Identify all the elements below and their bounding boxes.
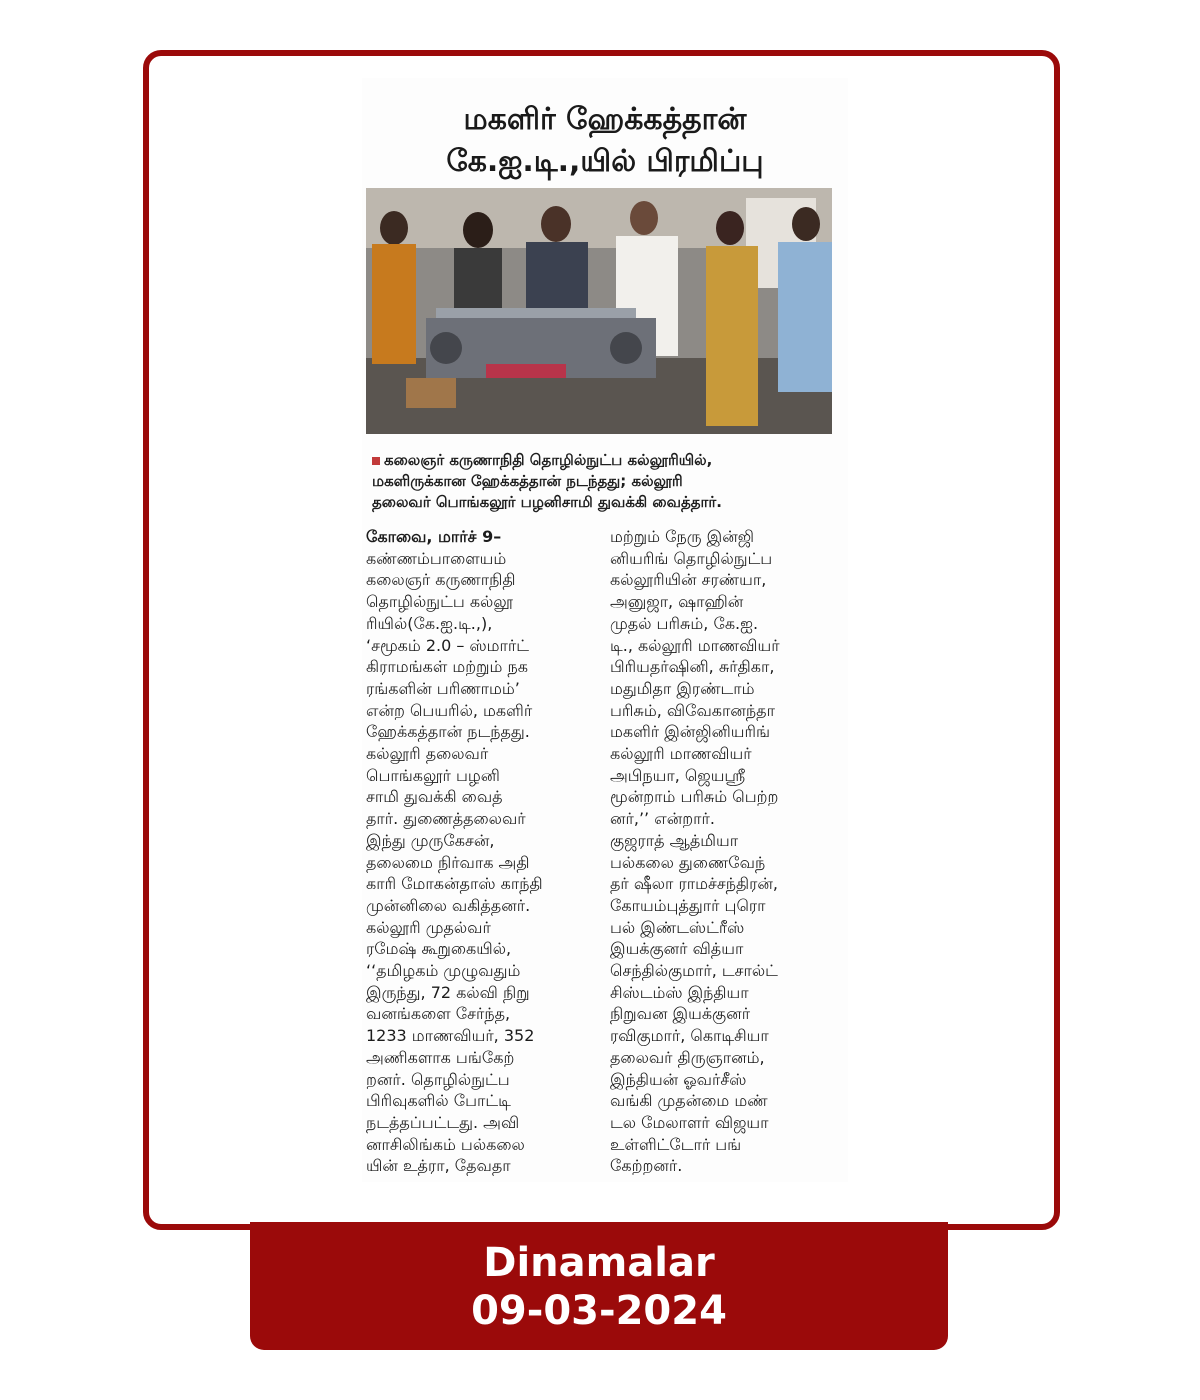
article-line: காரி மோகன்தாஸ் காந்தி	[366, 874, 543, 894]
article-line: பரிசும், விவேகானந்தா	[610, 700, 775, 720]
article-line: னாசிலிங்கம் பல்கலை	[366, 1134, 525, 1154]
article-line: டி., கல்லூரி மாணவியர்	[610, 635, 780, 655]
article-line: வங்கி முதன்மை மண்	[610, 1091, 768, 1111]
article-line: முன்னிலை வகித்தனர்.	[366, 895, 531, 915]
photo-illustration	[366, 188, 832, 434]
caption-line: கலைஞர் கருணாநிதி தொழில்நுட்ப கல்லூரியில்,	[384, 451, 713, 469]
article-line: நிறுவன இயக்குனர்	[610, 1004, 751, 1024]
article-column-left	[366, 526, 594, 1177]
caption-line: தலைவர் பொங்கலூர் பழனிசாமி துவக்கி வைத்தார்.	[372, 493, 722, 511]
article-line: அனுஜா, ஷாஹின்	[610, 592, 744, 612]
article-line: கோயம்புத்துார் புரொ	[610, 895, 766, 915]
article-line: செந்தில்குமார், டசால்ட்	[610, 961, 778, 981]
article-line: தர் ஷீலா ராமச்சந்திரன்,	[610, 874, 778, 894]
article-line: என்ற பெயரில், மகளிர்	[366, 700, 533, 720]
article-line: கல்லூரியின் சரண்யா,	[610, 570, 767, 590]
article-line: கல்லூரி மாணவியர்	[610, 744, 752, 764]
headline-line-1: மகளிர் ஹேக்கத்தான்	[463, 102, 747, 137]
article-line: ‘‘தமிழகம் முழுவதும்	[366, 961, 521, 981]
caption-marker-icon	[372, 457, 380, 465]
article-line: சிஸ்டம்ஸ் இந்தியா	[610, 982, 749, 1002]
article-line: வனங்களை சேர்ந்த,	[366, 1004, 511, 1024]
article-line: பொங்கலூர் பழனி	[366, 765, 500, 785]
article-line: கல்லூரி முதல்வர்	[366, 917, 491, 937]
article-line: இந்தியன் ஓவர்சீஸ்	[610, 1069, 747, 1089]
article-line: குஜராத் ஆத்மியா	[610, 830, 739, 850]
publication-date: 09-03-2024	[471, 1288, 727, 1334]
article-line: னர்,’’ என்றார்.	[610, 809, 715, 829]
article-line: தார். துணைத்தலைவர்	[366, 809, 526, 829]
source-banner	[250, 1222, 948, 1350]
publication-name: Dinamalar	[483, 1240, 715, 1286]
article-line: இயக்குனர் வித்யா	[610, 939, 744, 959]
article-line: பிரியதர்ஷினி, சுர்திகா,	[610, 657, 775, 677]
article-line: யின் உத்ரா, தேவதா	[366, 1156, 511, 1176]
article-line: கலைஞர் கருணாநிதி	[366, 570, 516, 590]
article-line: பிரிவுகளில் போட்டி	[366, 1091, 511, 1111]
article-line: மற்றும் நேரு இன்ஜி	[610, 527, 754, 546]
article-line: மூன்றாம் பரிசும் பெற்ற	[610, 787, 779, 807]
dateline: கோவை, மார்ச் 9–	[366, 527, 502, 546]
article-line: டல மேலாளர் விஜயா	[610, 1112, 769, 1132]
article-line: மகளிர் இன்ஜினியரிங்	[610, 722, 770, 742]
article-line: னியரிங் தொழில்நுட்ப	[610, 548, 773, 568]
article-line: கிராமங்கள் மற்றும் நக	[366, 657, 528, 677]
newspaper-clipping	[362, 78, 848, 1182]
article-line: உள்ளிட்டோர் பங்	[610, 1134, 742, 1154]
article-line: ‘சமூகம் 2.0 – ஸ்மார்ட்	[366, 635, 529, 655]
article-line: தொழில்நுட்ப கல்லூ	[366, 592, 513, 612]
article-line: ரங்களின் பரிணாமம்’	[366, 678, 520, 698]
article-line: தலைமை நிர்வாக அதி	[366, 852, 530, 872]
article-line: ஹேக்கத்தான் நடந்தது.	[366, 722, 530, 742]
news-photo	[366, 188, 832, 434]
article-line: றனர். தொழில்நுட்ப	[366, 1069, 510, 1089]
article-line: பல் இண்டஸ்ட்ரீஸ்	[610, 917, 745, 937]
article-line: ரமேஷ் கூறுகையில்,	[366, 939, 512, 959]
article-line: மதுமிதா இரண்டாம்	[610, 678, 755, 698]
article-line: அபிநயா, ஜெயஸ்ரீ	[610, 765, 746, 785]
article-line: ரவிகுமார், கொடிசியா	[610, 1026, 769, 1046]
article-line: பல்கலை துணைவேந்	[610, 852, 766, 872]
article-line: 1233 மாணவியர், 352	[366, 1026, 535, 1046]
article-line: முதல் பரிசும், கே.ஐ.	[610, 613, 759, 633]
photo-caption	[372, 450, 830, 513]
article-line: சாமி துவக்கி வைத்	[366, 787, 503, 807]
article-line: அணிகளாக பங்கேற்	[366, 1047, 515, 1067]
article-line: இருந்து, 72 கல்வி நிறு	[366, 982, 530, 1002]
article-line: கேற்றனர்.	[610, 1156, 683, 1176]
article-line: கண்ணம்பாளையம்	[366, 548, 507, 568]
article-line: ரியில்(கே.ஐ.டி.,),	[366, 613, 493, 633]
headline-line-2: கே.ஐ.டி.,யில் பிரமிப்பு	[446, 144, 764, 179]
article-column-right	[610, 526, 838, 1177]
article-line: இந்து முருகேசன்,	[366, 830, 495, 850]
article-line: நடத்தப்பட்டது. அவி	[366, 1112, 520, 1132]
article-line: கல்லூரி தலைவர்	[366, 744, 489, 764]
article-line: தலைவர் திருஞானம்,	[610, 1047, 765, 1067]
caption-line: மகளிருக்கான ஹேக்கத்தான் நடந்தது; கல்லூரி	[372, 472, 683, 490]
